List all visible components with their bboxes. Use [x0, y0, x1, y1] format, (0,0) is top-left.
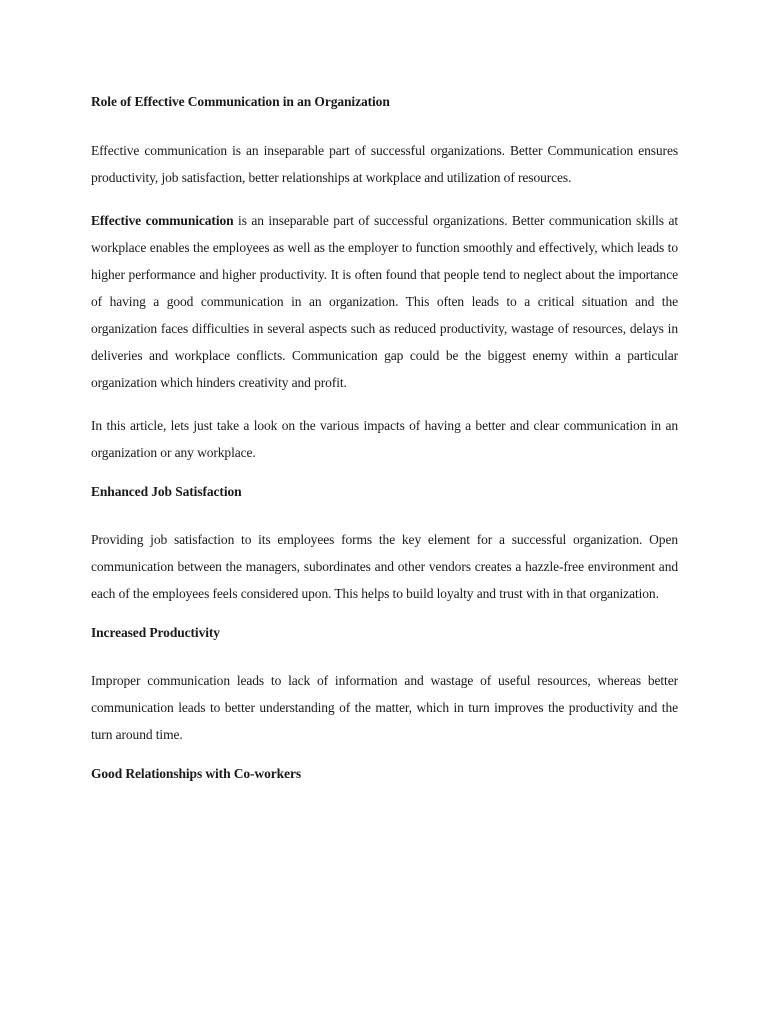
section-paragraph-productivity: Improper communication leads to lack of information and wastage of useful resources, whereas better communication leads to better understanding of the matter, which in turn improves the productivity and the turn around time.	[91, 673, 678, 742]
body-paragraph	[91, 207, 678, 396]
section-heading-productivity: Increased Productivity	[91, 625, 220, 640]
article-note-paragraph: In this article, lets just take a look on the various impacts of having a better and clear communication in an organization or any workplace.	[91, 418, 678, 460]
body-paragraph-lead: Effective communication	[91, 213, 234, 228]
document-page	[91, 92, 678, 808]
intro-paragraph: Effective communication is an inseparable part of successful organizations. Better Communication ensures productivity, job satisfaction, better relationships at workplace and utilization of resources.	[91, 143, 678, 185]
document-title: Role of Effective Communication in an Organization	[91, 94, 390, 109]
section-heading-relationships: Good Relationships with Co-workers	[91, 766, 301, 781]
body-paragraph-rest: is an inseparable part of successful organizations. Better communication skills at workplace enables the employees as well as the employer to function smoothly and effectively, which leads to higher performance and higher productivity. It is often found that people tend to neglect about the importance of having a good communication in an organization. This often leads to a critical situation and the organization faces difficulties in several aspects such as reduced productivity, wastage of resources, delays in deliveries and workplace conflicts. Communication gap could be the biggest enemy within a particular organization which hinders creativity and profit.	[91, 213, 678, 390]
section-paragraph-job-satisfaction: Providing job satisfaction to its employees forms the key element for a successful organization. Open communication between the managers, subordinates and other vendors creates a hazzle-free environment and each of the employees feels considered upon. This helps to build loyalty and trust with in that organization.	[91, 532, 678, 601]
section-heading-job-satisfaction: Enhanced Job Satisfaction	[91, 484, 242, 499]
